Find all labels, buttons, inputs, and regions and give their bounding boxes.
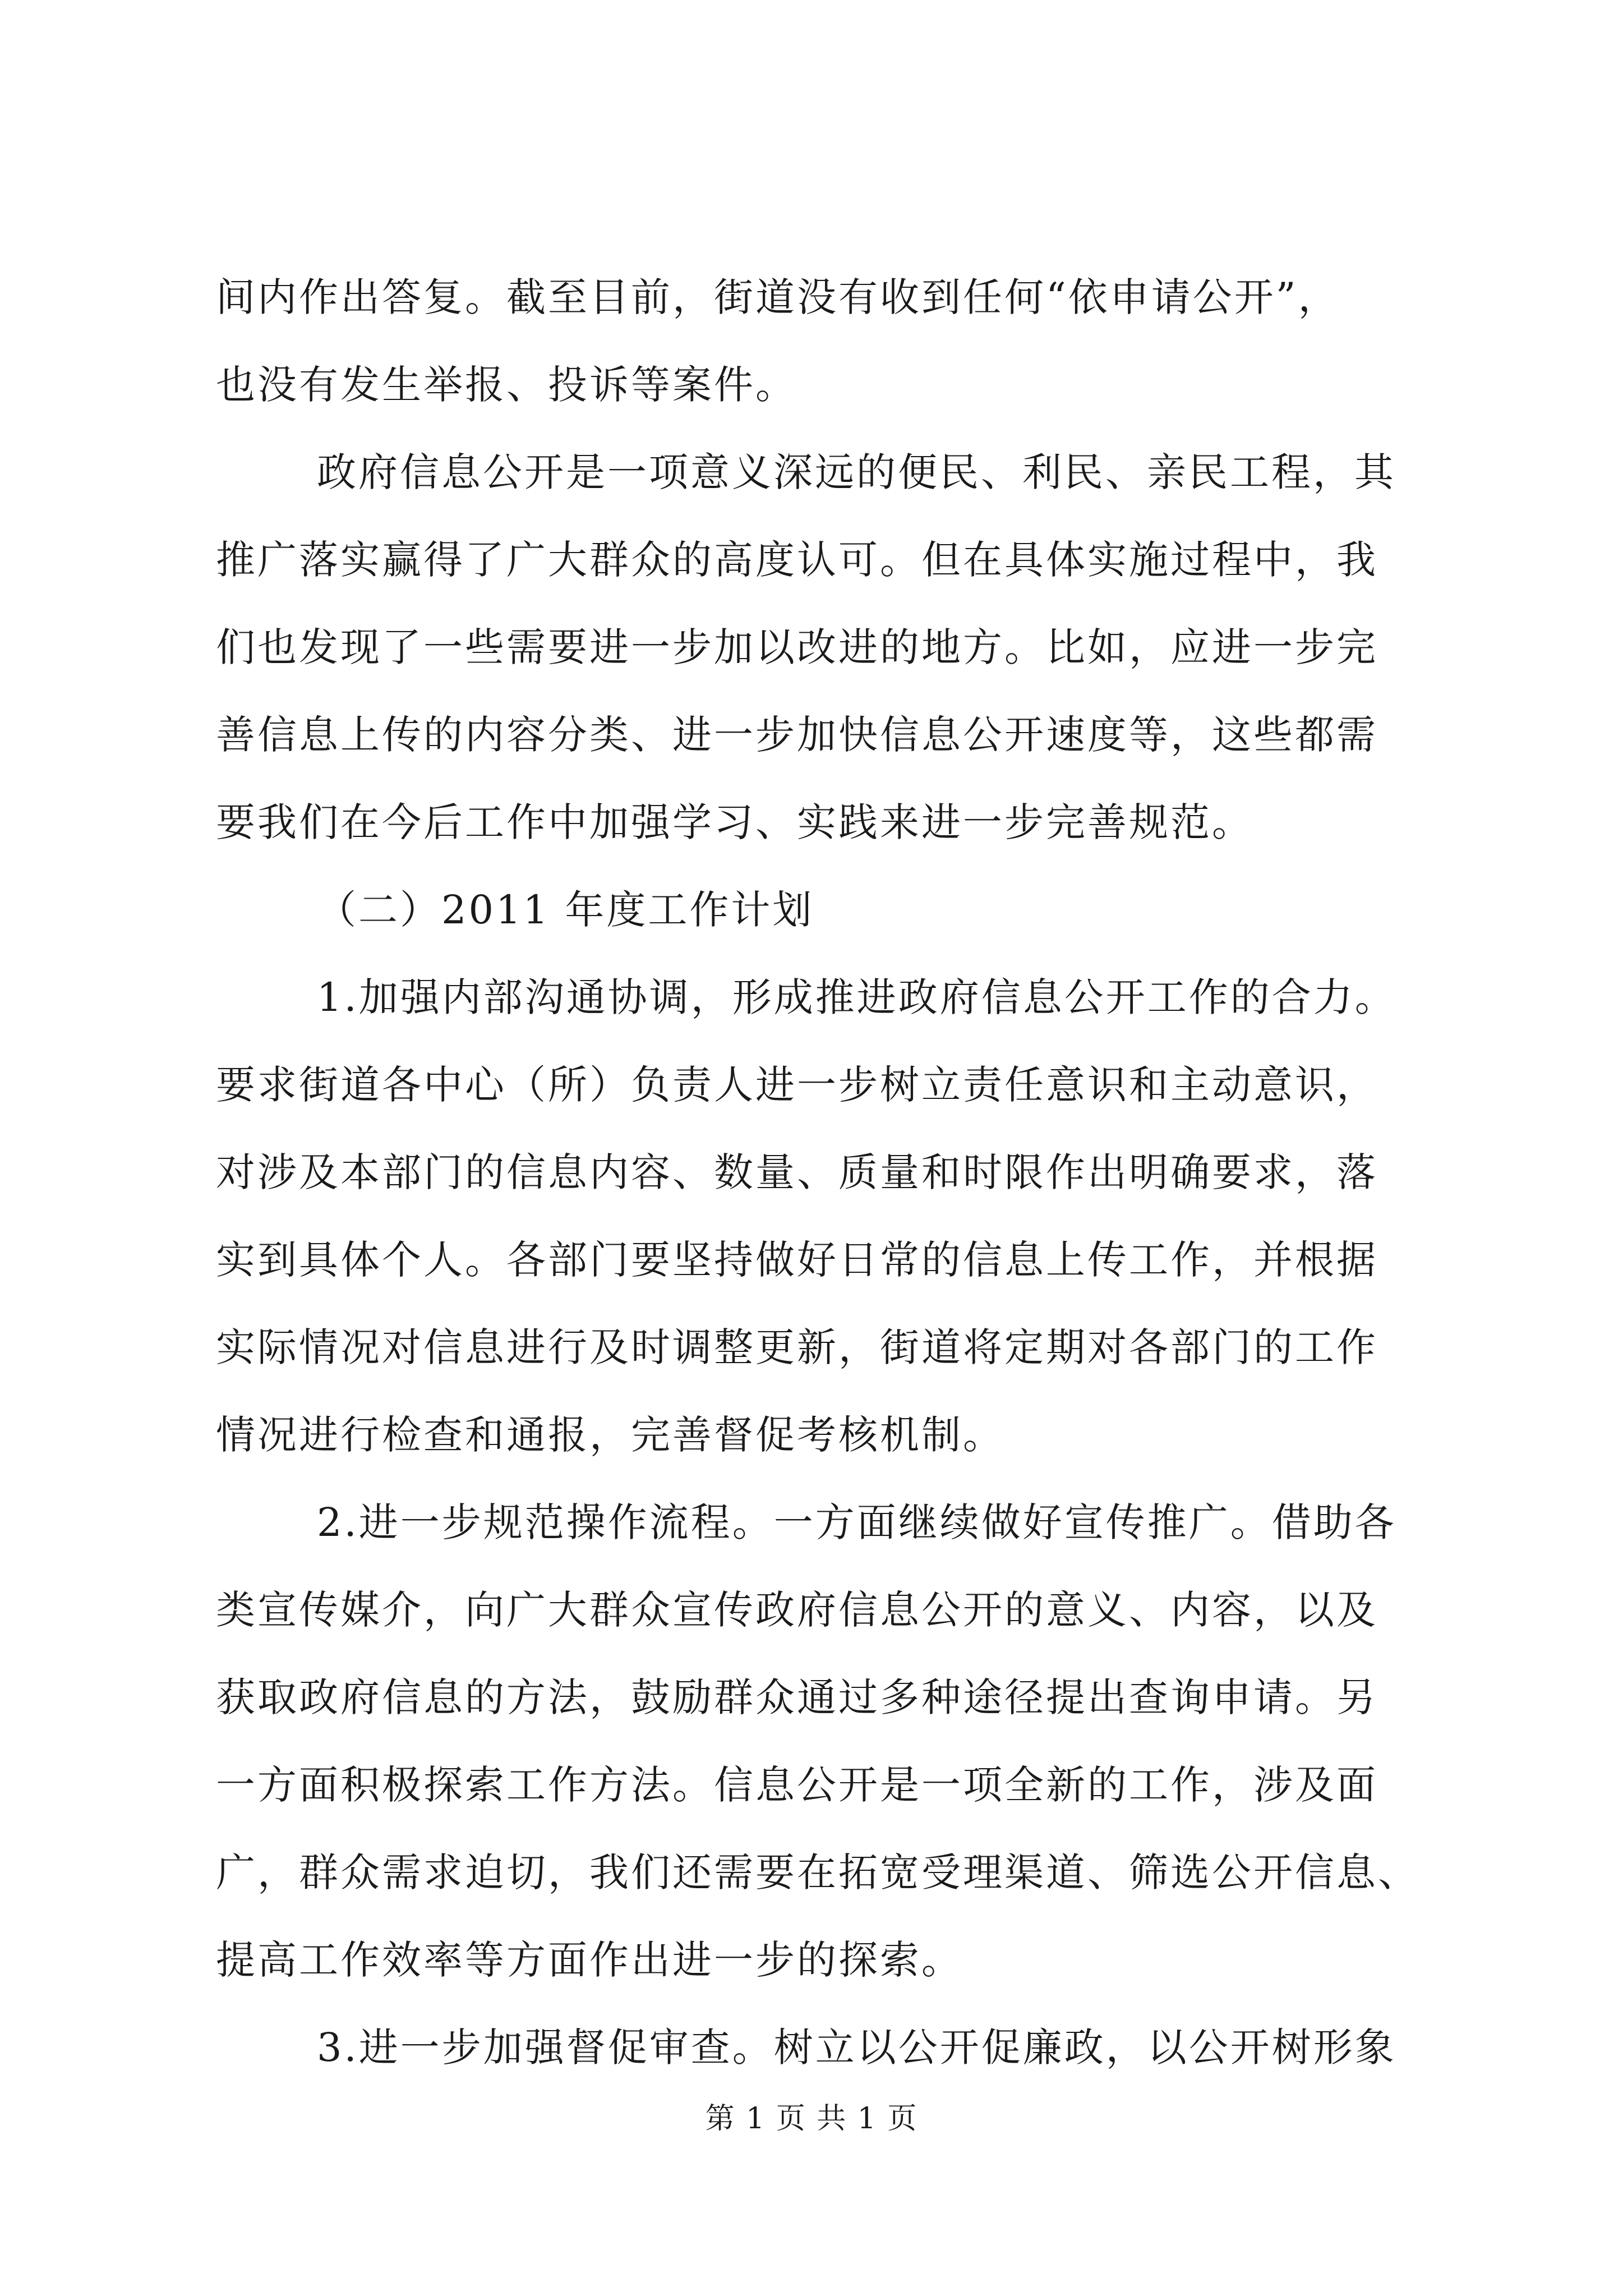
- body-line: 一方面积极探索工作方法。信息公开是一项全新的工作，涉及面: [216, 1762, 1378, 1808]
- paragraph-first-line: 1.加强内部沟通协调，形成推进政府信息公开工作的合力。: [317, 974, 1396, 1020]
- body-line: 实到具体个人。各部门要坚持做好日常的信息上传工作，并根据: [216, 1237, 1378, 1283]
- page-footer: [0, 2099, 1623, 2138]
- body-line: 对涉及本部门的信息内容、数量、质量和时限作出明确要求，落: [216, 1149, 1378, 1195]
- body-line: 们也发现了一些需要进一步加以改进的地方。比如，应进一步完: [216, 624, 1378, 670]
- section-heading: （二）2011 年度工作计划: [317, 887, 814, 933]
- document-body: [216, 254, 1424, 2091]
- body-line: 实际情况对信息进行及时调整更新，街道将定期对各部门的工作: [216, 1324, 1378, 1370]
- body-line: 要求街道各中心（所）负责人进一步树立责任意识和主动意识，: [216, 1062, 1378, 1108]
- paragraph-first-line: 2.进一步规范操作流程。一方面继续做好宣传推广。借助各: [317, 1499, 1396, 1545]
- paragraph-first-line: 政府信息公开是一项意义深远的便民、利民、亲民工程，其: [317, 449, 1396, 495]
- body-line: 要我们在今后工作中加强学习、实践来进一步完善规范。: [216, 799, 1253, 845]
- body-line: 类宣传媒介，向广大群众宣传政府信息公开的意义、内容，以及: [216, 1587, 1378, 1633]
- page-number: 第 1 页 共 1 页: [705, 2102, 918, 2136]
- body-line: 广，群众需求迫切，我们还需要在拓宽受理渠道、筛选公开信息、: [216, 1849, 1419, 1895]
- body-line: 获取政府信息的方法，鼓励群众通过多种途径提出查询申请。另: [216, 1674, 1378, 1720]
- body-line: 善信息上传的内容分类、进一步加快信息公开速度等，这些都需: [216, 712, 1378, 758]
- paragraph-first-line: 3.进一步加强督促审查。树立以公开促廉政，以公开树形象: [317, 2024, 1396, 2070]
- body-line: 提高工作效率等方面作出进一步的探索。: [216, 1937, 963, 1983]
- body-line: 也没有发生举报、投诉等案件。: [216, 362, 797, 408]
- body-line: 间内作出答复。截至目前，街道没有收到任何“依申请公开”，: [216, 274, 1340, 320]
- body-line: 情况进行检查和通报，完善督促考核机制。: [216, 1412, 1004, 1458]
- body-line: 推广落实赢得了广大群众的高度认可。但在具体实施过程中，我: [216, 537, 1378, 583]
